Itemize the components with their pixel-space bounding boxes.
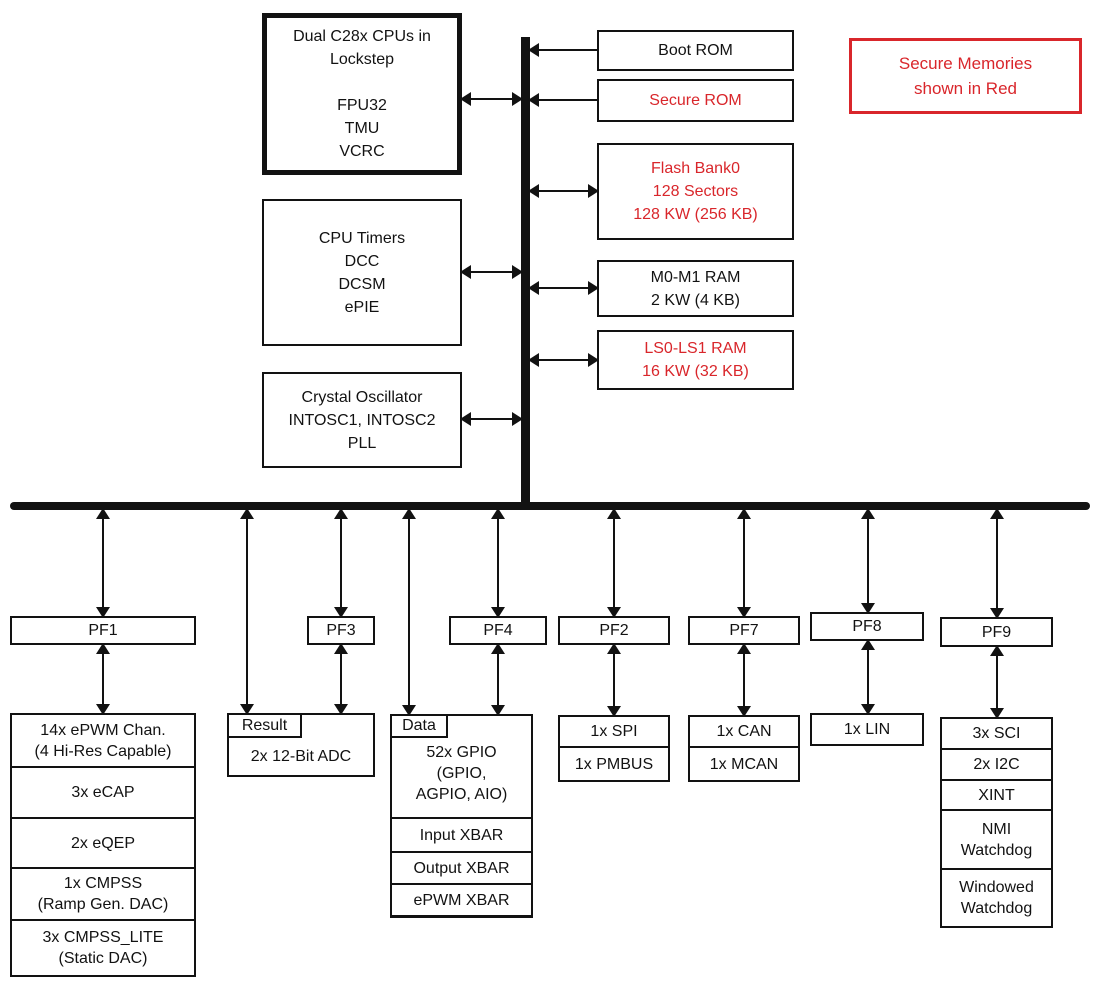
pf2-box	[558, 616, 670, 645]
osc-line1: Crystal Oscillator	[301, 388, 423, 406]
lin-module	[810, 713, 924, 746]
i2c-label: 2x I2C	[973, 756, 1020, 773]
bus-pf7-arrow	[743, 510, 745, 616]
bus-pf4-arrow	[497, 510, 499, 616]
gpio-line2: (GPIO,	[436, 765, 487, 782]
epwm-line1: 14x ePWM Chan.	[40, 721, 166, 739]
flash-bank0-block	[597, 143, 794, 240]
gpio-data-tab-label: Data	[402, 717, 436, 734]
gpio-data-tab	[390, 714, 448, 738]
pf8-module-stack	[810, 713, 924, 746]
xint-module	[940, 779, 1053, 811]
flash-bus-arrow	[530, 190, 597, 192]
cmpss-lite-line2: (Static DAC)	[58, 950, 148, 967]
cmpss-lite-line1: 3x CMPSS_LITE	[42, 929, 164, 946]
m0-m1-ram-block	[597, 260, 794, 317]
spi-label: 1x SPI	[590, 723, 638, 740]
nmi-watchdog-module	[940, 809, 1053, 870]
timers-line1: CPU Timers	[318, 229, 406, 247]
cpu-fpu-label: FPU32	[337, 97, 387, 114]
gpio-rows	[390, 714, 533, 917]
pf8-label: PF8	[852, 618, 882, 635]
output-xbar-label: Output XBAR	[413, 859, 510, 877]
secure-memories-legend	[849, 38, 1082, 114]
sci-module	[940, 717, 1053, 750]
xint-label: XINT	[978, 786, 1015, 804]
pf1-stack-arrow	[102, 645, 104, 713]
m0m1-line2: 2 KW (4 KB)	[651, 291, 740, 309]
adc-label: 2x 12-Bit ADC	[250, 748, 352, 765]
cpu-tmu-label: TMU	[344, 120, 380, 137]
eqep-module	[10, 817, 196, 869]
bus-pf1-arrow	[102, 510, 104, 616]
lin-label: 1x LIN	[843, 721, 891, 738]
pf3-box	[307, 616, 375, 645]
oscillator-block	[262, 372, 462, 468]
epwm-line2: (4 Hi-Res Capable)	[34, 742, 172, 760]
m0m1-line1: M0-M1 RAM	[650, 268, 741, 286]
pf2-stack-arrow	[613, 645, 615, 715]
pf7-module-stack	[688, 715, 800, 782]
pf1-box	[10, 616, 196, 645]
peripheral-bus-horizontal	[10, 502, 1090, 510]
legend-line1: Secure Memories	[898, 54, 1033, 73]
pf1-module-stack	[10, 713, 196, 977]
windowed-watchdog-line1: Windowed	[959, 879, 1034, 896]
cpu-title-line2: Lockstep	[329, 51, 395, 68]
oscillator-bus-arrow	[462, 418, 521, 420]
flash-line3: 128 KW (256 KB)	[633, 206, 758, 223]
secure-rom-block	[597, 79, 794, 122]
cpu-title-line1: Dual C28x CPUs in	[293, 28, 431, 45]
pf9-module-stack	[940, 717, 1053, 928]
bus-gpio-data-arrow	[408, 510, 410, 714]
pmbus-label: 1x PMBUS	[574, 755, 654, 773]
m0m1-bus-arrow	[530, 287, 597, 289]
osc-line2: INTOSC1, INTOSC2	[288, 411, 436, 429]
pf8-box	[810, 612, 924, 641]
pf2-module-stack	[558, 715, 670, 782]
output-xbar-module	[390, 851, 533, 885]
pf7-box	[688, 616, 800, 645]
boot-rom-label: Boot ROM	[658, 42, 733, 59]
osc-line3: PLL	[347, 434, 377, 452]
pf4-label: PF4	[483, 622, 513, 639]
pf7-label: PF7	[729, 622, 759, 639]
pf3-adc-arrow	[340, 645, 342, 713]
flash-line2: 128 Sectors	[652, 183, 739, 200]
pf1-label: PF1	[88, 622, 118, 639]
flash-line1: Flash Bank0	[651, 160, 740, 177]
pf9-box	[940, 617, 1053, 647]
secure-rom-label: Secure ROM	[649, 92, 742, 109]
pf4-box	[449, 616, 547, 645]
pf2-label: PF2	[599, 622, 629, 639]
pmbus-module	[558, 746, 670, 782]
boot-rom-bus-arrow	[530, 49, 597, 51]
cpu-bus-arrow	[462, 98, 521, 100]
pf9-stack-arrow	[996, 647, 998, 717]
ecap-module	[10, 766, 196, 819]
epwm-xbar-label: ePWM XBAR	[413, 891, 510, 909]
pf8-lin-arrow	[867, 641, 869, 713]
adc-block	[227, 713, 375, 777]
adc-result-tab-label: Result	[241, 716, 288, 734]
cmpss-lite-module	[10, 919, 196, 977]
pf3-label: PF3	[326, 622, 356, 639]
ls0ls1-line2: 16 KW (32 KB)	[642, 363, 749, 380]
ecap-label: 3x eCAP	[71, 784, 135, 801]
cmpss-line1: 1x CMPSS	[63, 875, 143, 892]
windowed-watchdog-line2: Watchdog	[960, 900, 1033, 917]
bus-pf3-arrow	[340, 510, 342, 616]
cmpss-line2: (Ramp Gen. DAC)	[37, 896, 169, 913]
ls0ls1-bus-arrow	[530, 359, 597, 361]
bus-pf2-arrow	[613, 510, 615, 616]
gpio-line3: AGPIO, AIO)	[415, 786, 508, 803]
epwm-module	[10, 713, 196, 768]
cpu-timers-block	[262, 199, 462, 346]
i2c-module	[940, 748, 1053, 781]
input-xbar-module	[390, 817, 533, 853]
timers-line2: DCC	[344, 252, 380, 270]
epwm-xbar-module	[390, 883, 533, 917]
cmpss-module	[10, 867, 196, 921]
timers-bus-arrow	[462, 271, 521, 273]
cpu-vcrc-label: VCRC	[339, 143, 385, 160]
pf7-stack-arrow	[743, 645, 745, 715]
legend-line2: shown in Red	[913, 79, 1017, 98]
bus-pf9-arrow	[996, 510, 998, 617]
ls0ls1-line1: LS0-LS1 RAM	[644, 340, 747, 357]
adc-result-tab	[227, 713, 302, 738]
pf9-label: PF9	[981, 623, 1012, 641]
nmi-watchdog-line2: Watchdog	[960, 841, 1033, 859]
mcan-module	[688, 746, 800, 782]
eqep-label: 2x eQEP	[70, 834, 136, 852]
gpio-block	[390, 714, 533, 918]
mcan-label: 1x MCAN	[709, 755, 779, 773]
timers-line3: DCSM	[338, 275, 386, 293]
input-xbar-label: Input XBAR	[419, 826, 504, 844]
bus-adc-result-arrow	[246, 510, 248, 713]
sci-label: 3x SCI	[972, 725, 1021, 742]
adc-label-wrap	[229, 748, 373, 766]
boot-rom-block	[597, 30, 794, 71]
spi-module	[558, 715, 670, 748]
gpio-line1: 52x GPIO	[426, 744, 497, 761]
pf4-gpio-arrow	[497, 645, 499, 714]
secure-rom-bus-arrow	[530, 99, 597, 101]
windowed-watchdog-module	[940, 868, 1053, 928]
can-module	[688, 715, 800, 748]
ls0-ls1-ram-block	[597, 330, 794, 390]
cpu-lockstep-block	[262, 13, 462, 175]
timers-line4: ePIE	[344, 298, 380, 316]
nmi-watchdog-line1: NMI	[981, 820, 1012, 838]
bus-pf8-arrow	[867, 510, 869, 612]
can-label: 1x CAN	[716, 723, 772, 740]
